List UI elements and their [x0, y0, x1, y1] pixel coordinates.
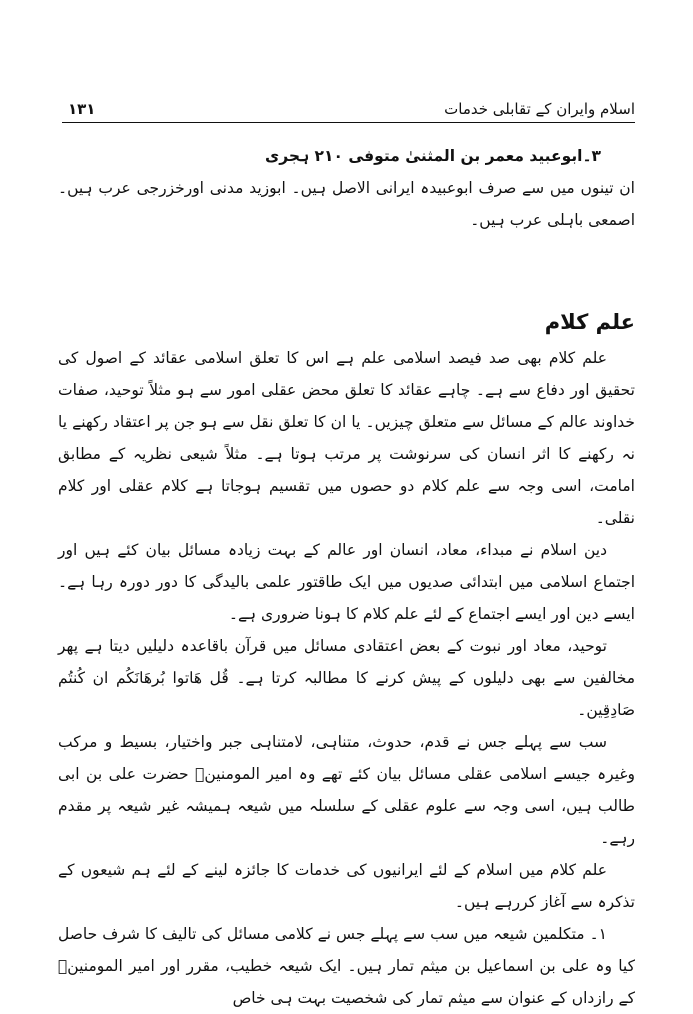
- paragraph-4: سب سے پہلے جس نے قدم، حدوث، متناہی، لامتناہی جبر واختیار، بسیط و مرکب وغیرہ جیسے اسلامی عقلی مسائل بیان کئے تھے وہ امیر المومنینؑ حضرت علی بن ابی طالب ہیں، اسی وجہ سے علوم عقلی کے سلسلہ میں شیعہ ہمیشہ غیر شیعہ پر مقدم رہے۔: [58, 733, 635, 847]
- paragraph-2: دین اسلام نے مبداء، معاد، انسان اور عالم کے بہت زیادہ مسائل بیان کئے ہیں اور اجتماع اسلامی میں ابتدائی صدیوں میں ایک طاقتور علمی بالیدگی کا دور دورہ رہا ہے۔ ایسے دین اور ایسے اجتماع کے لئے علم کلام کا ہونا ضروری ہے۔: [58, 541, 635, 623]
- running-title: اسلام وایران کے تقابلی خدمات: [444, 100, 635, 118]
- paragraph-1: علم کلام بھی صد فیصد اسلامی علم ہے اس کا تعلق اسلامی عقائد کے اصول کی تحقیق اور دفاع سے ہے۔ چاہے عقائد کا تعلق محض عقلی امور سے ہو مثلاً توحید، صفات خداوند عالم کے مسائل سے متعلق چیزیں۔ یا ان کا تعلق نقل سے ہو جن پر اعتقاد رکھنے یا نہ رکھنے کا اثر انسان کی سرنوشت پر مرتب ہوتا ہے۔ مثلاً شیعی نظریہ کے مطابق امامت، اسی وجہ سے علم کلام دو حصوں میں تقسیم ہوجاتا ہے کلام عقلی اور کلام نقلی۔: [58, 349, 635, 527]
- origin-paragraph: ان تینوں میں سے صرف ابوعبیدہ ایرانی الاصل ہیں۔ ابوزید مدنی اورخزرجی عرب ہیں۔ اصمعی باہلی عرب ہیں۔: [58, 179, 635, 229]
- paragraph-3-text: توحید، معاد اور نبوت کے بعض اعتقادی مسائل میں قرآن باقاعدہ دلیلیں دیتا ہے پھر مخالفین سے بھی دلیلوں کے پیش کرنے کا مطالبہ کرتا ہے۔: [58, 637, 635, 687]
- list-item-3: ۳۔ابوعبید معمر بن المثنیٰ متوفی ۲۱۰ ہجری: [265, 147, 601, 165]
- quranic-quote: قُل هَاتوا بُرهَانَكُم ان كُنتُم صَادِقِين۔: [58, 669, 635, 719]
- paragraph-3: [58, 630, 635, 726]
- body-text: [58, 140, 635, 1014]
- page-header: [68, 96, 635, 122]
- paragraph-5: علم کلام میں اسلام کے لئے ایرانیوں کی خدمات کا جائزہ لینے کے لئے ہم شیعوں کے تذکرہ سے آغاز کررہے ہیں۔: [58, 861, 635, 911]
- page-number: ۱۳۱: [68, 100, 96, 118]
- header-rule: [62, 122, 635, 123]
- section-heading: علم کلام: [544, 310, 635, 334]
- paragraph-6: ۱۔ متکلمین شیعہ میں سب سے پہلے جس نے کلامی مسائل کی تالیف کا شرف حاصل کیا وہ علی بن اسماعیل بن میثم تمار ہیں۔ ایک شیعہ خطیب، مقرر اور امیر المومنینؑ کے رازداں کے عنوان سے میثم تمار کی شخصیت بہت ہی خاص: [58, 925, 635, 1007]
